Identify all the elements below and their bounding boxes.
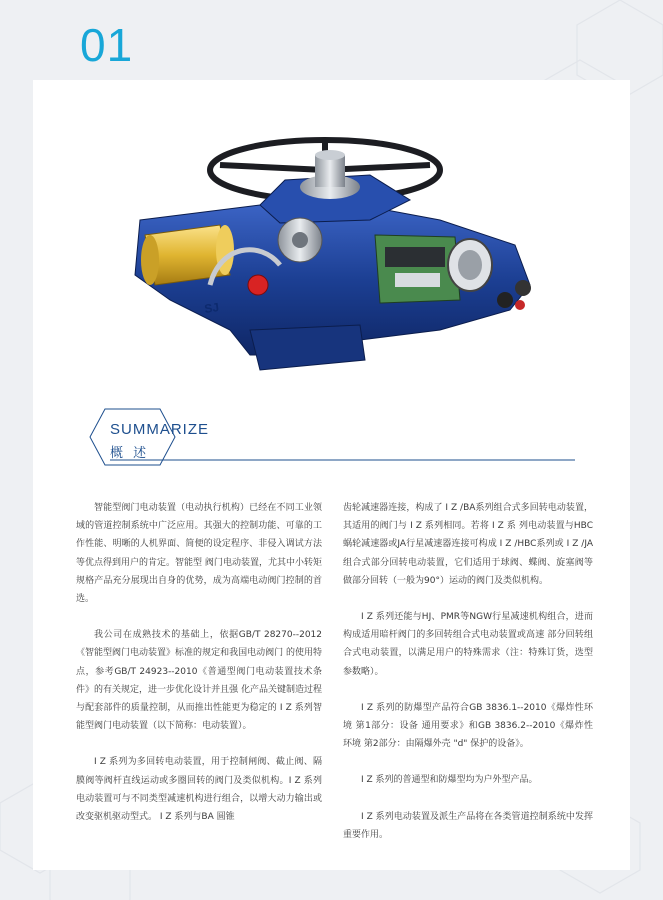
casting-mark: SJ [203, 300, 220, 316]
paragraph: I Z 系列还能与HJ、PMR等NGW行星减速机构组合，进而构成适用暗杆阀门的多回转组合式电动装置或高速 部分回转组合式电动装置，以满足用户的特殊需求（注：特殊订货，选型参数略）。 [343, 612, 593, 677]
motor [141, 225, 234, 285]
paragraph: 我公司在成熟技术的基础上，依据GB/T 28270--2012《智能型阀门电动装置》标准的规定和我国电动阀门 的使用特点，参考GB/T 24923--2010《普通型阀门电动装置技术条件》的有关规定，进一步优化设计并且强 化产品关键制造过程与配套部件的质量控制，从而推出性能更为稳定的 I Z 系列智能型阀门电动装置（以下简称：电动装置）。 [76, 630, 322, 732]
summary-title-en: SUMMARIZE [110, 421, 209, 438]
red-indicator [248, 275, 268, 295]
text-column-right [343, 499, 593, 862]
paragraph: 智能型阀门电动装置（电动执行机构）已经在不同工业领域的管道控制系统中广泛应用。其强大的控制功能、可靠的工作性能、明晰的人机界面、简便的设定程序、非侵入调试方法等优点得到用户的肯定。智能型 阀门电动装置，尤其中小转矩规格产品充分展现出自身的优势，成为高端电动阀门控制的首选。 [76, 503, 322, 605]
paragraph: I Z 系列为多回转电动装置，用于控制闸阀、截止阀、隔膜阀等阀杆直线运动或多圈回转的阀门及类似机构。I Z 系列电动装置可与不同类型减速机构进行组合，以增大动力输出或改变驱机驱动型式。 I Z 系列与BA 圆锥 [76, 757, 322, 823]
actuator-illustration [110, 125, 550, 390]
summary-title-zh: 概 述 [110, 446, 150, 461]
paragraph: I Z 系列的普通型和防爆型均为户外型产品。 [361, 775, 538, 786]
paragraph: I Z 系列的防爆型产品符合GB 3836.1--2010《爆炸性环境 第1部分：设备 通用要求》和GB 3836.2--2010《爆炸性环境 第2部分：由隔爆外壳 "d" 保护的设备》。 [343, 702, 593, 750]
paragraph: 齿轮减速器连接，构成了 I Z /BA系列组合式多回转电动装置，其适用的阀门与 I Z 系列相同。若将 I Z 系 列电动装置与HBC蜗轮减速器或JA行星减速器连接可构成 I Z /HBC系列或 I Z /JA组合式部分回转电动装置，它们适用于球阀、蝶阀、旋塞阀等做部分回转（一般为90°）运动的阀门及类似机构。 [343, 503, 593, 586]
text-column-left [76, 499, 322, 844]
paragraph: I Z 系列电动装置及派生产品将在各类管道控制系统中发挥重要作用。 [343, 811, 593, 840]
page-number: 01 [80, 19, 134, 71]
